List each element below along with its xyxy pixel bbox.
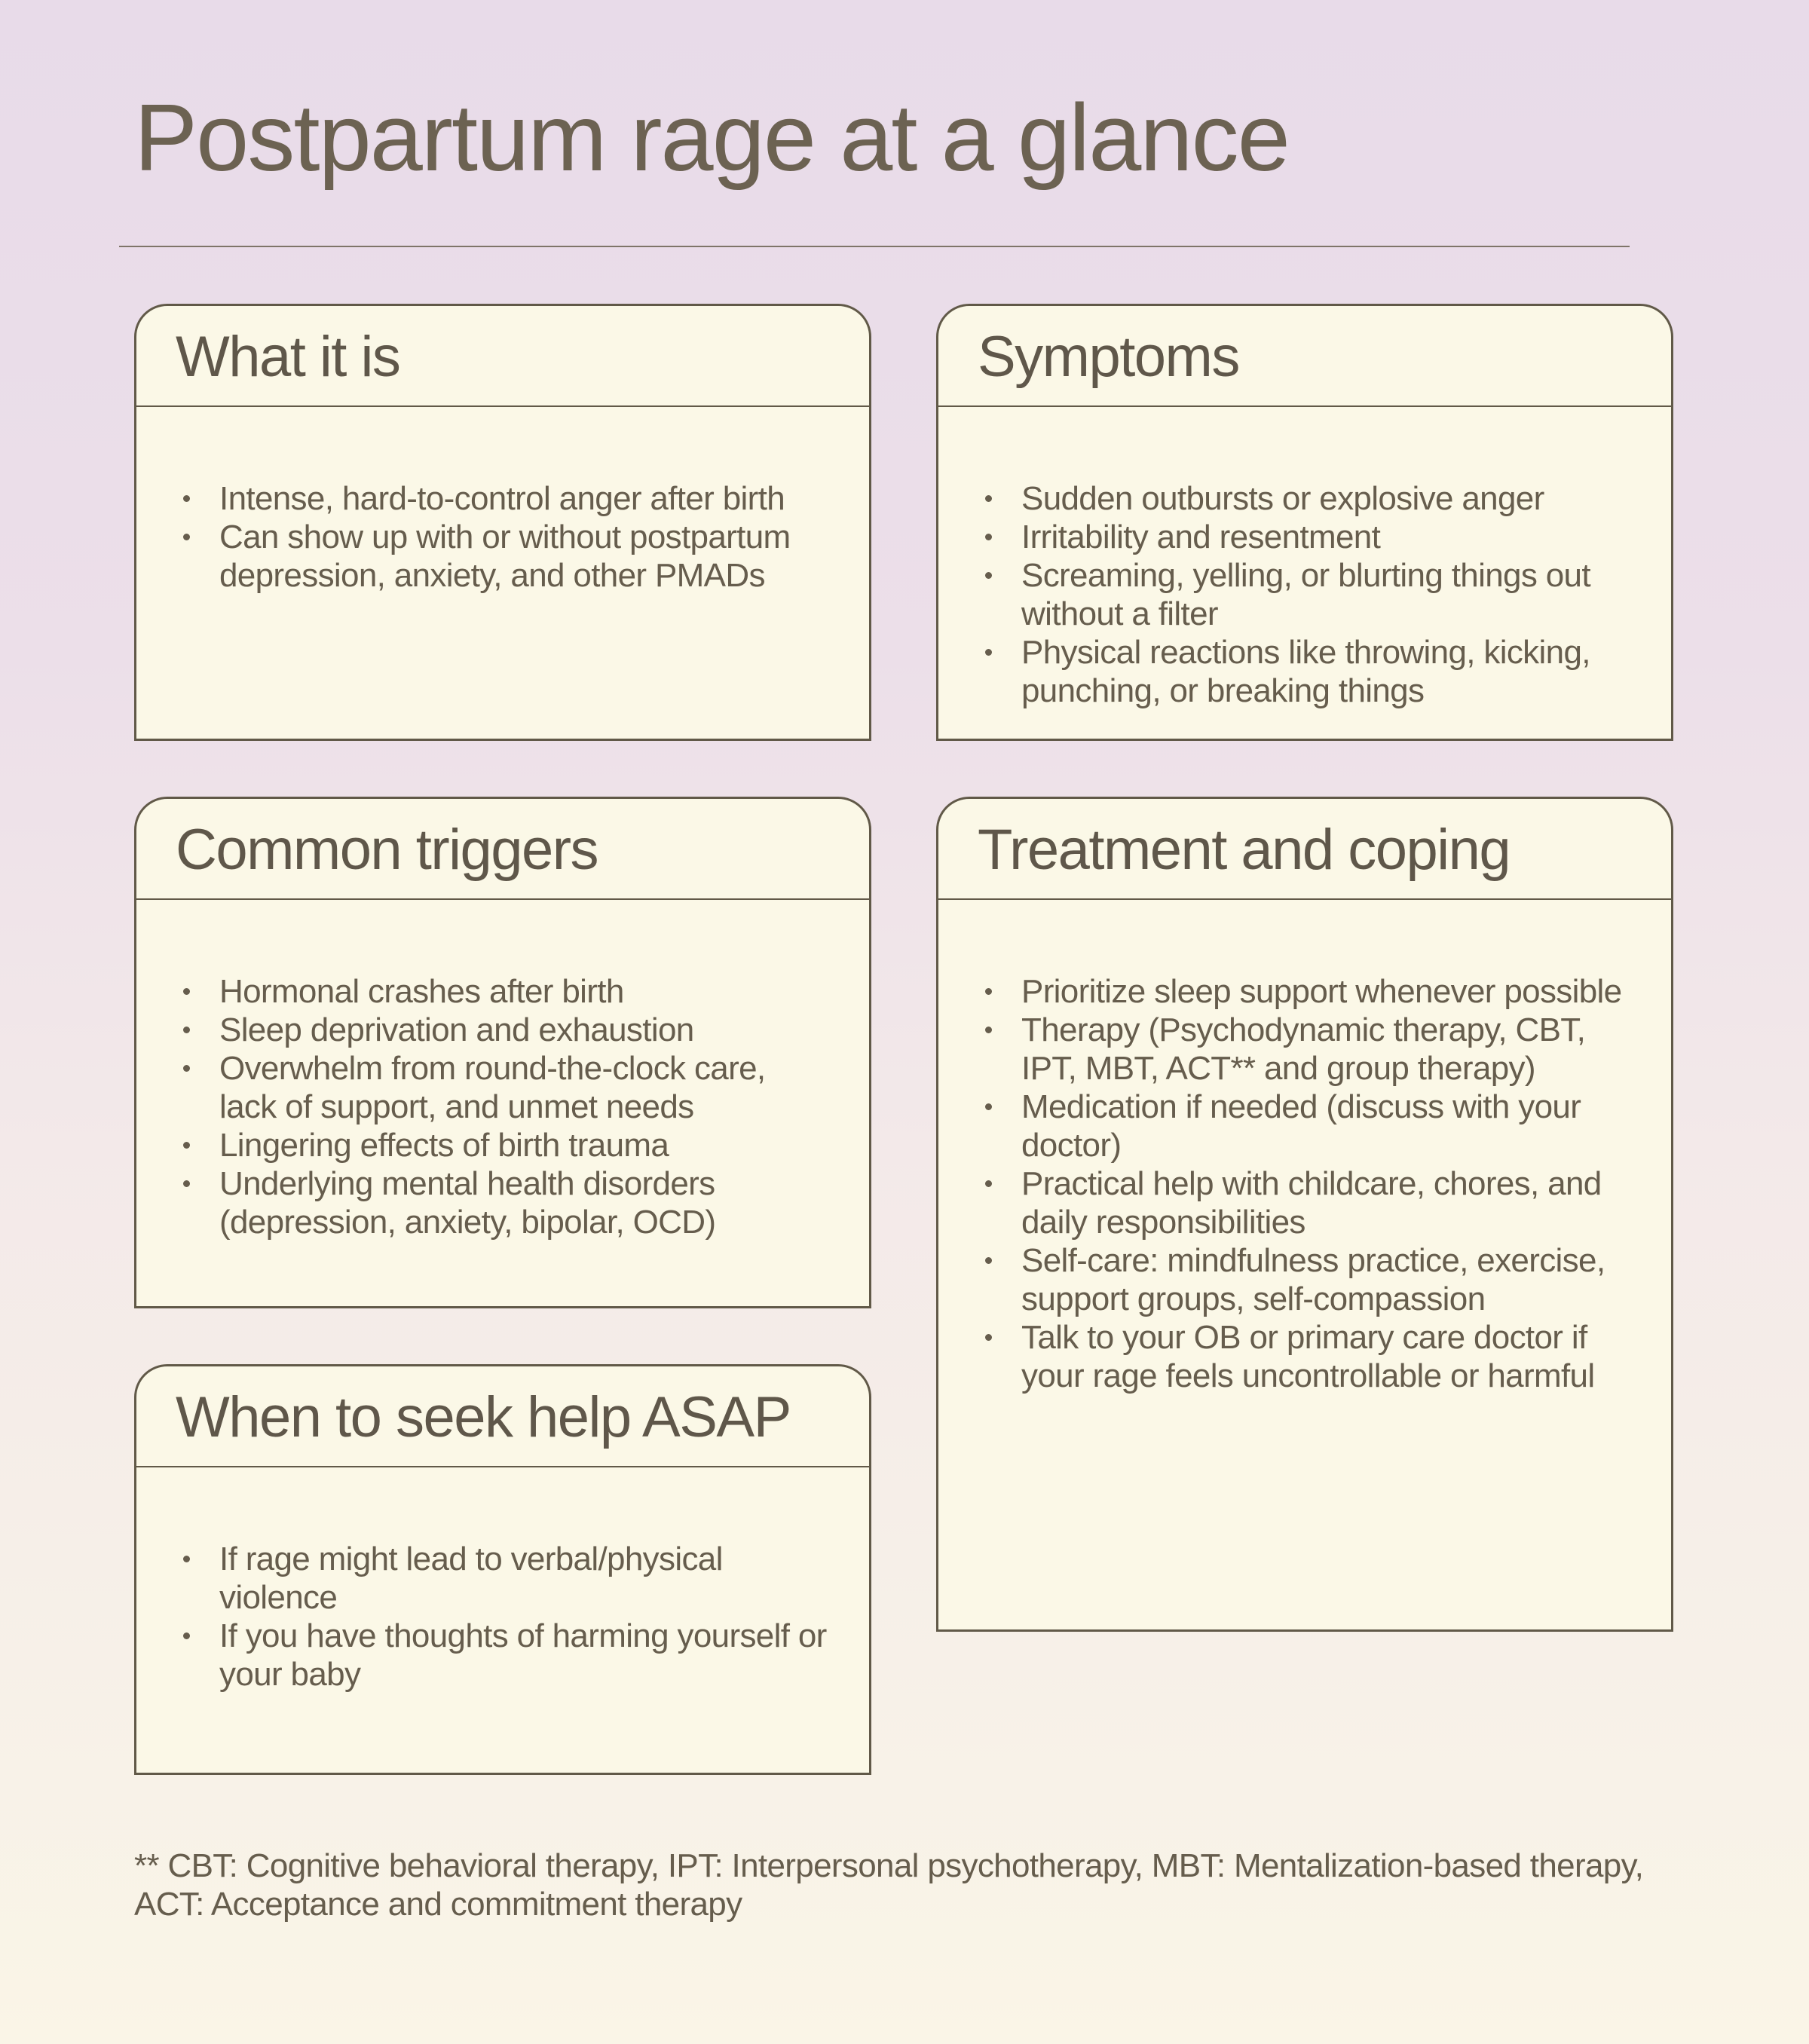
card-title: Symptoms [978, 325, 1239, 389]
card-header [938, 799, 1671, 900]
bullet-list [978, 479, 1629, 710]
card-header [938, 306, 1671, 407]
bullet-item: Self-care: mindfulness practice, exercise, support groups, self-compassion [978, 1241, 1629, 1318]
card-title: Common triggers [176, 818, 598, 882]
card-grid [134, 304, 1673, 1775]
card-header [136, 306, 869, 407]
card-header [136, 799, 869, 900]
card-what-it-is [134, 304, 871, 741]
abbreviations-footnote: ** CBT: Cognitive behavioral therapy, IPT: Interpersonal psychotherapy, MBT: Mentalization-based therapy, ACT: Acceptance and commitment therapy [134, 1847, 1644, 1923]
card-common-triggers [134, 797, 871, 1308]
card-title: What it is [176, 325, 400, 389]
left-column [134, 304, 871, 1775]
card-when-to-seek-help [134, 1364, 871, 1775]
bullet-item: Practical help with childcare, chores, and daily responsibilities [978, 1164, 1629, 1241]
bullet-item: Medication if needed (discuss with your doctor) [978, 1088, 1629, 1164]
bullet-item: Therapy (Psychodynamic therapy, CBT, IPT, MBT, ACT** and group therapy) [978, 1011, 1629, 1088]
card-body [938, 407, 1671, 740]
bullet-list [176, 479, 827, 595]
card-treatment-and-coping [936, 797, 1673, 1632]
bullet-item: Sleep deprivation and exhaustion [176, 1011, 827, 1049]
bullet-item: Intense, hard-to-control anger after birth [176, 479, 827, 518]
card-body [136, 407, 869, 739]
right-column [936, 304, 1673, 1775]
bullet-item: Underlying mental health disorders (depression, anxiety, bipolar, OCD) [176, 1164, 827, 1241]
bullet-item: If you have thoughts of harming yourself or your baby [176, 1617, 827, 1694]
bullet-item: If rage might lead to verbal/physical violence [176, 1540, 827, 1617]
bullet-list [978, 972, 1629, 1395]
card-title: Treatment and coping [978, 818, 1511, 882]
card-symptoms [936, 304, 1673, 741]
bullet-item: Physical reactions like throwing, kicking, punching, or breaking things [978, 633, 1629, 710]
title-divider [119, 246, 1630, 247]
bullet-item: Can show up with or without postpartum depression, anxiety, and other PMADs [176, 518, 827, 595]
bullet-item: Irritability and resentment [978, 518, 1629, 556]
bullet-list [176, 972, 827, 1241]
bullet-item: Sudden outbursts or explosive anger [978, 479, 1629, 518]
bullet-list [176, 1540, 827, 1694]
card-body [136, 1467, 869, 1773]
card-body [938, 900, 1671, 1629]
card-header [136, 1366, 869, 1467]
card-body [136, 900, 869, 1306]
bullet-item: Overwhelm from round-the-clock care, lack of support, and unmet needs [176, 1049, 827, 1126]
bullet-item: Talk to your OB or primary care doctor if your rage feels uncontrollable or harmful [978, 1318, 1629, 1395]
bullet-item: Lingering effects of birth trauma [176, 1126, 827, 1164]
bullet-item: Screaming, yelling, or blurting things out without a filter [978, 556, 1629, 633]
card-title: When to seek help ASAP [176, 1385, 791, 1449]
page-title: Postpartum rage at a glance [134, 84, 1289, 191]
bullet-item: Hormonal crashes after birth [176, 972, 827, 1011]
bullet-item: Prioritize sleep support whenever possible [978, 972, 1629, 1011]
